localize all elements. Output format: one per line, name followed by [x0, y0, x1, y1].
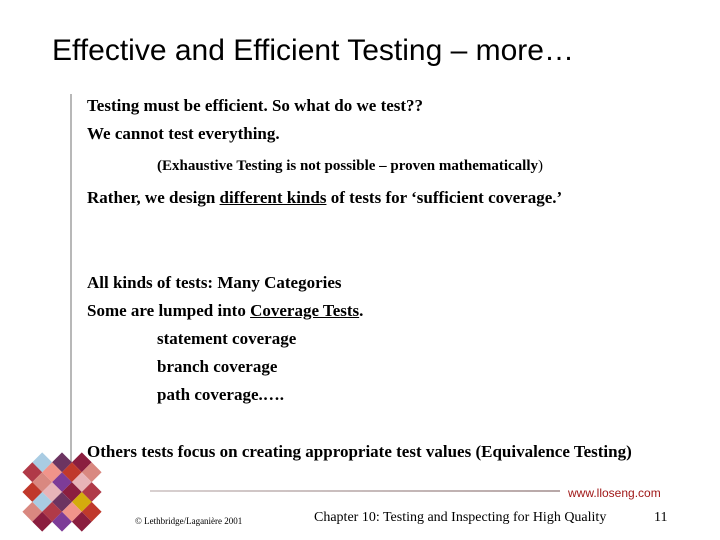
- footer-url: www.lloseng.com: [568, 486, 661, 500]
- line-lumped: [87, 301, 363, 321]
- line-path-coverage: path coverage.….: [157, 385, 285, 404]
- line-statement-coverage: statement coverage: [157, 329, 297, 348]
- different-kinds-underlined: different kinds: [219, 188, 327, 207]
- lumped-text-b: .: [359, 301, 364, 320]
- line-branch-coverage: branch coverage: [157, 357, 278, 376]
- footer-divider: [150, 490, 560, 492]
- coverage-tests-underlined: Coverage Tests: [250, 301, 360, 320]
- line-testing-efficient: Testing must be efficient. So what do we test??: [87, 96, 424, 115]
- rather-text-b: of tests for ‘sufficient coverage.’: [326, 188, 563, 207]
- exhaustive-note-text: (Exhaustive Testing is not possible – proven mathematically: [157, 158, 539, 174]
- line-all-kinds: All kinds of tests: Many Categories: [87, 273, 342, 292]
- mosaic-logo-icon: [0, 438, 130, 540]
- line-rather-design: [87, 188, 562, 208]
- footer-chapter-title: Chapter 10: Testing and Inspecting for High Quality: [314, 510, 607, 525]
- lumped-text-a: Some are lumped into: [87, 301, 251, 320]
- exhaustive-note-close: ): [538, 158, 544, 174]
- rather-text-a: Rather, we design: [87, 188, 220, 207]
- line-cannot-test: We cannot test everything.: [87, 124, 280, 143]
- page-number: 11: [654, 510, 668, 525]
- footer-copyright: © Lethbridge/Laganière 2001: [135, 516, 243, 526]
- line-others-tests: Others tests focus on creating appropriate test values (Equivalence Testing): [87, 442, 632, 461]
- slide-title: Effective and Efficient Testing – more…: [52, 34, 574, 67]
- line-exhaustive-note: [157, 158, 543, 175]
